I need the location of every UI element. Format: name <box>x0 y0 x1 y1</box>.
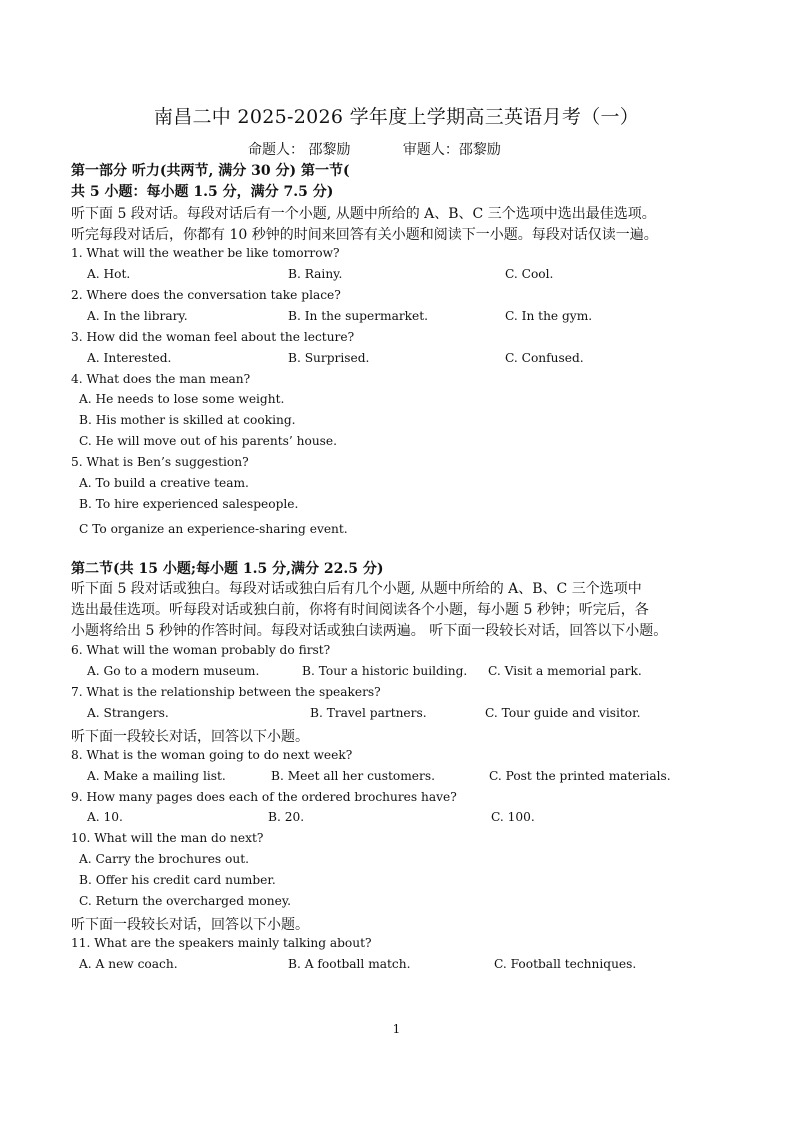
option-a: A. To build a creative team. <box>79 476 249 490</box>
option-c: C. Post the printed materials. <box>489 769 671 783</box>
question-reviewer: 审题人：邵黎励 <box>402 142 501 158</box>
option-b: B. Travel partners. <box>310 706 427 720</box>
page-number: 1 <box>392 1022 401 1036</box>
question-9: 9. How many pages does each of the ordered brochures have? <box>71 790 457 804</box>
question-4: 4. What does the man mean? <box>71 372 251 386</box>
option-c: C To organize an experience-sharing event. <box>79 522 348 536</box>
option-a: A. Go to a modern museum. <box>87 664 260 678</box>
option-c: C. Visit a memorial park. <box>488 664 642 678</box>
question-1: 1. What will the weather be like tomorrow? <box>71 246 340 260</box>
option-b: B. A football match. <box>288 957 411 971</box>
option-b: B. To hire experienced salespeople. <box>79 497 299 511</box>
option-a: A. 10. <box>87 810 123 824</box>
part1-header: 第一部分 听力(共两节, 满分 30 分) 第一节( <box>71 163 350 179</box>
question-3: 3. How did the woman feel about the lecture? <box>71 330 355 344</box>
option-b: B. In the supermarket. <box>288 309 429 323</box>
option-a: A. Make a mailing list. <box>87 769 226 783</box>
option-c: C. Cool. <box>505 267 554 281</box>
option-b: B. Tour a historic building. <box>302 664 468 678</box>
option-c: C. 100. <box>491 810 535 824</box>
long-dialogue-instruction: 听下面一段较长对话，回答以下小题。 <box>71 729 309 745</box>
question-11: 11. What are the speakers mainly talking about? <box>71 936 372 950</box>
option-b: B. Offer his credit card number. <box>79 873 276 887</box>
option-b: B. 20. <box>268 810 305 824</box>
option-c: C. Return the overcharged money. <box>79 894 291 908</box>
question-7: 7. What is the relationship between the speakers? <box>71 685 381 699</box>
part1-instruction: 听完每段对话后，你都有 10 秒钟的时间来回答有关小题和阅读下一小题。每段对话仅读一遍。 <box>71 227 658 243</box>
question-8: 8. What is the woman going to do next week? <box>71 748 353 762</box>
option-c: C. In the gym. <box>505 309 593 323</box>
option-a: A. Carry the brochures out. <box>79 852 250 866</box>
option-b: B. Meet all her customers. <box>271 769 435 783</box>
option-c: C. Confused. <box>505 351 584 365</box>
part1-subheader: 共 5 小题：每小题 1.5 分，满分 7.5 分) <box>71 184 334 200</box>
question-setter: 命题人： 邵黎励 <box>248 142 351 158</box>
long-dialogue-instruction: 听下面一段较长对话，回答以下小题。 <box>71 917 309 933</box>
option-a: A. In the library. <box>87 309 188 323</box>
authors-line <box>248 139 501 159</box>
option-a: A. A new coach. <box>79 957 178 971</box>
part2-header: 第二节(共 15 小题;每小题 1.5 分,满分 22.5 分) <box>71 561 384 577</box>
question-6: 6. What will the woman probably do first? <box>71 643 331 657</box>
page-title: 南昌二中 2025-2026 学年度上学期高三英语月考（一） <box>153 106 640 128</box>
option-b: B. His mother is skilled at cooking. <box>79 413 296 427</box>
part2-instruction: 听下面 5 段对话或独白。每段对话或独白后有几个小题, 从题中所给的 A、B、C 三个选项中 <box>71 581 642 597</box>
option-b: B. Rainy. <box>288 267 343 281</box>
question-2: 2. Where does the conversation take place? <box>71 288 341 302</box>
option-c: C. He will move out of his parents’ house. <box>79 434 338 448</box>
question-5: 5. What is Ben’s suggestion? <box>71 455 249 469</box>
option-a: A. Hot. <box>87 267 131 281</box>
option-c: C. Football techniques. <box>494 957 637 971</box>
option-b: B. Surprised. <box>288 351 370 365</box>
option-a: A. He needs to lose some weight. <box>79 392 285 406</box>
option-a: A. Interested. <box>87 351 172 365</box>
part2-instruction: 小题将给出 5 秒钟的作答时间。每段对话或独白读两遍。 听下面一段较长对话，回答以下小题。 <box>71 623 668 639</box>
part1-instruction: 听下面 5 段对话。每段对话后有一个小题, 从题中所给的 A、B、C 三个选项中选出最佳选项。 <box>71 206 656 222</box>
part2-instruction: 选出最佳选项。听每段对话或独白前，你将有时间阅读各个小题，每小题 5 秒钟；听完后，各 <box>71 602 649 618</box>
question-10: 10. What will the man do next? <box>71 831 264 845</box>
option-c: C. Tour guide and visitor. <box>485 706 641 720</box>
option-a: A. Strangers. <box>87 706 169 720</box>
